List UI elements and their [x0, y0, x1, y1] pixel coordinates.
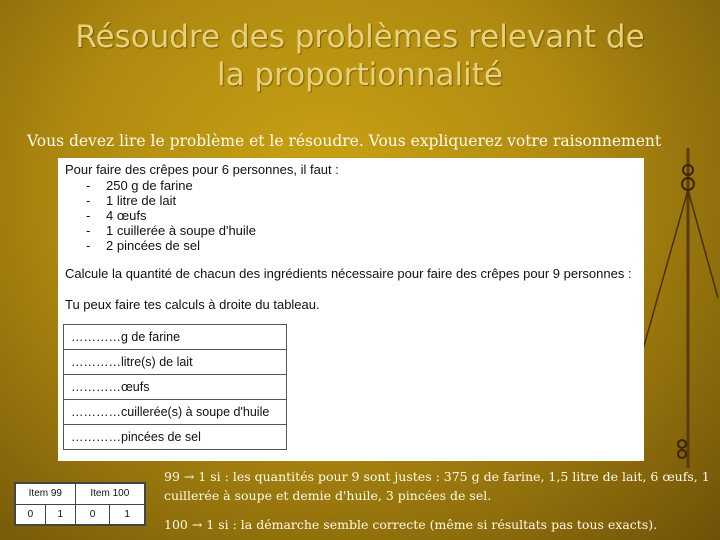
answer-cell[interactable]: …………pincées de sel — [64, 425, 287, 450]
answer-cell[interactable]: …………g de farine — [64, 325, 287, 350]
ingredient-item: 250 g de farine — [106, 178, 193, 193]
ingredient-item: 2 pincées de sel — [106, 238, 200, 253]
note-item-99: 99 → 1 si : les quantités pour 9 sont justes : 375 g de farine, 1,5 litre de lait, 6 œufs, 1 cuillerée à soupe et demie d'huile, 3 pincées de sel. — [164, 469, 710, 503]
ingredient-item: 4 œufs — [106, 208, 147, 223]
answer-table — [63, 324, 287, 450]
balance-scale-illustration — [640, 148, 720, 468]
table-row — [64, 425, 287, 450]
code-value[interactable]: 0 — [16, 504, 46, 525]
problem-question: Calcule la quantité de chacun des ingrédients nécessaire pour faire des crêpes pour 9 personnes : — [65, 266, 632, 281]
table-row — [64, 375, 287, 400]
bullet-dash: - — [86, 178, 91, 193]
code-value[interactable]: 1 — [45, 504, 75, 525]
answer-cell[interactable]: …………litre(s) de lait — [64, 350, 287, 375]
item-codes-table — [14, 482, 146, 526]
instruction-text: Vous devez lire le problème et le résoudre. Vous expliquerez votre raisonnement — [27, 132, 662, 150]
title-line-2: la proportionnalité — [216, 57, 504, 93]
ingredient-item: 1 cuillerée à soupe d'huile — [106, 223, 256, 238]
bullet-dash: - — [86, 193, 91, 208]
table-row — [64, 325, 287, 350]
bullet-dash: - — [86, 223, 91, 238]
problem-panel — [58, 158, 644, 461]
item-header: Item 100 — [75, 484, 144, 505]
table-row — [64, 350, 287, 375]
ingredient-item: 1 litre de lait — [106, 193, 177, 208]
bullet-dash: - — [86, 208, 91, 223]
title-line-1: Résoudre des problèmes relevant de — [75, 19, 645, 55]
answer-cell[interactable]: …………œufs — [64, 375, 287, 400]
note-item-100: 100 → 1 si : la démarche semble correcte (même si résultats pas tous exacts). — [164, 517, 658, 532]
item-header: Item 99 — [16, 484, 76, 505]
code-value[interactable]: 1 — [110, 504, 145, 525]
problem-hint: Tu peux faire tes calculs à droite du tableau. — [65, 297, 320, 312]
table-row — [64, 400, 287, 425]
problem-intro: Pour faire des crêpes pour 6 personnes, il faut : — [65, 162, 339, 177]
bullet-dash: - — [86, 238, 91, 253]
slide-title — [0, 18, 720, 94]
answer-cell[interactable]: …………cuillerée(s) à soupe d'huile — [64, 400, 287, 425]
code-value[interactable]: 0 — [75, 504, 110, 525]
